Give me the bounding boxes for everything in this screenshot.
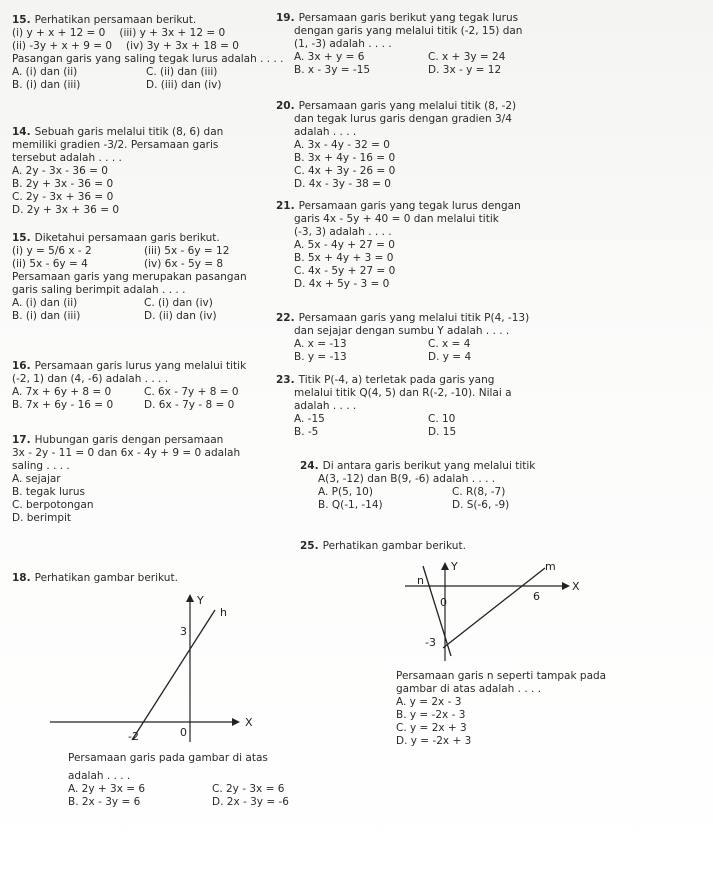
equation: (iii) 5x - 6y = 12	[144, 245, 230, 257]
option-b[interactable]: B. 2x - 3y = 6	[68, 796, 141, 808]
line-label-h: h	[220, 606, 227, 619]
option-a[interactable]: A. y = 2x - 3	[396, 696, 462, 708]
question-stem: Persamaan garis yang tegak lurus dengan	[298, 200, 521, 212]
question-stem: garis saling berimpit adalah . . . .	[12, 284, 186, 296]
question-stem: Persamaan garis n seperti tampak pada	[396, 670, 607, 682]
origin-label: 0	[180, 726, 187, 739]
question-17	[12, 434, 272, 525]
question-25-body	[396, 670, 706, 748]
option-a[interactable]: A. 2y - 3x - 36 = 0	[12, 165, 108, 177]
option-a[interactable]: A. x = -13	[294, 338, 347, 350]
option-b[interactable]: B. 5x + 4y + 3 = 0	[294, 252, 394, 264]
question-number: 22.	[276, 312, 295, 324]
option-d[interactable]: D. 4x - 3y - 38 = 0	[294, 178, 391, 190]
option-a[interactable]: A. 7x + 6y + 8 = 0	[12, 386, 112, 398]
option-a[interactable]: A. 3x + y = 6	[294, 51, 365, 63]
question-stem: melalui titik Q(4, 5) dan R(-2, -10). Nilai a	[294, 387, 512, 399]
x-intercept-label: -2	[128, 730, 139, 743]
option-a[interactable]: A. (i) dan (ii)	[12, 297, 78, 309]
question-15a	[12, 14, 284, 92]
question-stem: Persamaan garis lurus yang melalui titik	[34, 360, 247, 372]
line-label-n: n	[417, 574, 424, 587]
question-stem: adalah . . . .	[294, 126, 357, 138]
question-number: 18.	[12, 572, 31, 584]
option-d[interactable]: D. y = 4	[428, 351, 472, 363]
graph-q18	[40, 590, 260, 754]
option-d[interactable]: D. 4x + 5y - 3 = 0	[294, 278, 390, 290]
equation: (iv) 3y + 3x + 18 = 0	[126, 40, 239, 52]
question-number: 15.	[12, 14, 31, 26]
option-b[interactable]: B. y = -2x - 3	[396, 709, 466, 721]
graph-q25	[395, 556, 585, 670]
option-c[interactable]: C. 6x - 7y + 8 = 0	[144, 386, 239, 398]
option-b[interactable]: B. tegak lurus	[12, 486, 85, 498]
option-a[interactable]: A. 5x - 4y + 27 = 0	[294, 239, 395, 251]
option-c[interactable]: C. (ii) dan (iii)	[146, 66, 218, 78]
option-a[interactable]: A. P(5, 10)	[318, 486, 373, 498]
question-stem: 3x - 2y - 11 = 0 dan 6x - 4y + 9 = 0 adalah	[12, 447, 241, 459]
option-c[interactable]: C. x + 3y = 24	[428, 51, 506, 63]
question-stem: adalah . . . .	[68, 770, 131, 782]
question-18	[12, 572, 272, 585]
option-b[interactable]: B. y = -13	[294, 351, 347, 363]
option-b[interactable]: B. 2y + 3x - 36 = 0	[12, 178, 114, 190]
option-b[interactable]: B. (i) dan (iii)	[12, 310, 81, 322]
option-b[interactable]: B. x - 3y = -15	[294, 64, 371, 76]
question-number: 20.	[276, 100, 295, 112]
question-15b	[12, 232, 272, 323]
question-stem: garis 4x - 5y + 40 = 0 dan melalui titik	[294, 213, 499, 225]
option-a[interactable]: A. (i) dan (ii)	[12, 66, 78, 78]
question-stem: Persamaan garis yang melalui titik (8, -2)	[298, 100, 517, 112]
equation: (iii) y + 3x + 12 = 0	[119, 27, 226, 39]
option-c[interactable]: C. 4x + 3y - 26 = 0	[294, 165, 396, 177]
question-number: 23.	[276, 374, 295, 386]
question-stem: Diketahui persamaan garis berikut.	[34, 232, 220, 244]
question-19	[276, 12, 706, 77]
question-22	[276, 312, 706, 364]
option-c[interactable]: C. 4x - 5y + 27 = 0	[294, 265, 396, 277]
option-b[interactable]: B. (i) dan (iii)	[12, 79, 81, 91]
question-number: 15.	[12, 232, 31, 244]
line-h	[132, 610, 215, 740]
option-d[interactable]: D. y = -2x + 3	[396, 735, 472, 747]
question-stem: (-3, 3) adalah . . . .	[294, 226, 392, 238]
question-16	[12, 360, 272, 412]
question-18-options	[68, 770, 368, 809]
option-c[interactable]: C. (i) dan (iv)	[144, 297, 213, 309]
question-stem: Persamaan garis yang merupakan pasangan	[12, 271, 247, 283]
option-b[interactable]: B. 3x + 4y - 16 = 0	[294, 152, 396, 164]
question-number: 16.	[12, 360, 31, 372]
question-stem: adalah . . . .	[294, 400, 357, 412]
equation: (ii) 5x - 6y = 4	[12, 258, 88, 270]
y-axis-arrow	[186, 594, 194, 602]
option-c[interactable]: C. berpotongan	[12, 499, 94, 511]
option-c[interactable]: C. y = 2x + 3	[396, 722, 467, 734]
question-number: 19.	[276, 12, 295, 24]
option-d[interactable]: D. 6x - 7y - 8 = 0	[144, 399, 235, 411]
question-24	[300, 460, 710, 512]
question-stem: dan sejajar dengan sumbu Y adalah . . . .	[294, 325, 510, 337]
option-c[interactable]: C. R(8, -7)	[452, 486, 506, 498]
question-stem: Persamaan garis yang melalui titik P(4, -13)	[298, 312, 530, 324]
question-stem: dan tegak lurus garis dengan gradien 3/4	[294, 113, 512, 125]
question-text: Perhatikan persamaan berikut.	[34, 14, 197, 26]
y-intercept-label: -3	[425, 636, 436, 649]
option-d[interactable]: D. 2x - 3y = -6	[212, 796, 289, 808]
question-18-stem	[68, 752, 278, 765]
option-a[interactable]: A. sejajar	[12, 473, 61, 485]
equation: (i) y = 5/6 x - 2	[12, 245, 92, 257]
question-21	[276, 200, 706, 291]
option-d[interactable]: D. 15	[428, 426, 457, 438]
question-23	[276, 374, 706, 439]
question-stem: gambar di atas adalah . . . .	[396, 683, 542, 695]
question-14	[12, 126, 272, 217]
question-stem: Perhatikan gambar berikut.	[322, 540, 466, 552]
option-d[interactable]: D. berimpit	[12, 512, 72, 524]
question-stem: Persamaan garis berikut yang tegak lurus	[298, 12, 519, 24]
question-stem: Hubungan garis dengan persamaan	[34, 434, 224, 446]
y-intercept-label: 3	[180, 625, 187, 638]
option-b[interactable]: B. Q(-1, -14)	[318, 499, 383, 511]
option-a[interactable]: A. -15	[294, 413, 325, 425]
option-d[interactable]: D. S(-6, -9)	[452, 499, 510, 511]
option-b[interactable]: B. 7x + 6y - 16 = 0	[12, 399, 114, 411]
line-m	[443, 568, 545, 648]
question-stem: tersebut adalah . . . .	[12, 152, 122, 164]
equation: (i) y + x + 12 = 0	[12, 27, 106, 39]
question-25	[300, 540, 710, 553]
question-number: 21.	[276, 200, 295, 212]
option-b[interactable]: B. -5	[294, 426, 319, 438]
equation: (iv) 6x - 5y = 8	[144, 258, 224, 270]
x-axis-arrow	[562, 582, 570, 590]
question-stem: dengan garis yang melalui titik (-2, 15) dan	[294, 25, 523, 37]
option-c[interactable]: C. 10	[428, 413, 456, 425]
question-stem: (1, -3) adalah . . . .	[294, 38, 392, 50]
y-axis-label: Y	[451, 560, 458, 573]
question-stem: Sebuah garis melalui titik (8, 6) dan	[34, 126, 224, 138]
option-d[interactable]: D. 3x - y = 12	[428, 64, 502, 76]
option-a[interactable]: A. 3x - 4y - 32 = 0	[294, 139, 390, 151]
x-intercept-label: 6	[533, 590, 540, 603]
option-a[interactable]: A. 2y + 3x = 6	[68, 783, 146, 795]
equation: (ii) -3y + x + 9 = 0	[12, 40, 113, 52]
question-stem: Pasangan garis yang saling tegak lurus adalah . . . .	[12, 53, 284, 65]
option-c[interactable]: C. x = 4	[428, 338, 471, 350]
question-stem: Perhatikan gambar berikut.	[34, 572, 178, 584]
question-number: 25.	[300, 540, 319, 552]
y-axis-label: Y	[197, 594, 204, 607]
option-c[interactable]: C. 2y - 3x = 6	[212, 783, 285, 795]
x-axis-label: X	[245, 716, 253, 729]
question-number: 24.	[300, 460, 319, 472]
question-stem: memiliki gradien -3/2. Persamaan garis	[12, 139, 219, 151]
option-d[interactable]: D. 2y + 3x + 36 = 0	[12, 204, 120, 216]
option-d[interactable]: D. (ii) dan (iv)	[144, 310, 217, 322]
question-number: 17.	[12, 434, 31, 446]
x-axis-label: X	[572, 580, 580, 593]
y-axis-arrow	[441, 562, 449, 570]
line-label-m: m	[545, 560, 556, 573]
question-stem: Di antara garis berikut yang melalui titik	[322, 460, 536, 472]
question-stem: Titik P(-4, a) terletak pada garis yang	[298, 374, 495, 386]
x-axis-arrow	[232, 718, 240, 726]
graph-q18-svg	[40, 590, 260, 750]
question-stem: (-2, 1) dan (4, -6) adalah . . . .	[12, 373, 169, 385]
origin-label: 0	[440, 596, 447, 609]
option-c[interactable]: C. 2y - 3x + 36 = 0	[12, 191, 114, 203]
question-stem: A(3, -12) dan B(9, -6) adalah . . . .	[318, 473, 496, 485]
question-stem: saling . . . .	[12, 460, 70, 472]
graph-q25-svg	[395, 556, 585, 666]
question-stem: Persamaan garis pada gambar di atas	[68, 752, 268, 764]
question-number: 14.	[12, 126, 31, 138]
question-20	[276, 100, 706, 191]
option-d[interactable]: D. (iii) dan (iv)	[146, 79, 222, 91]
